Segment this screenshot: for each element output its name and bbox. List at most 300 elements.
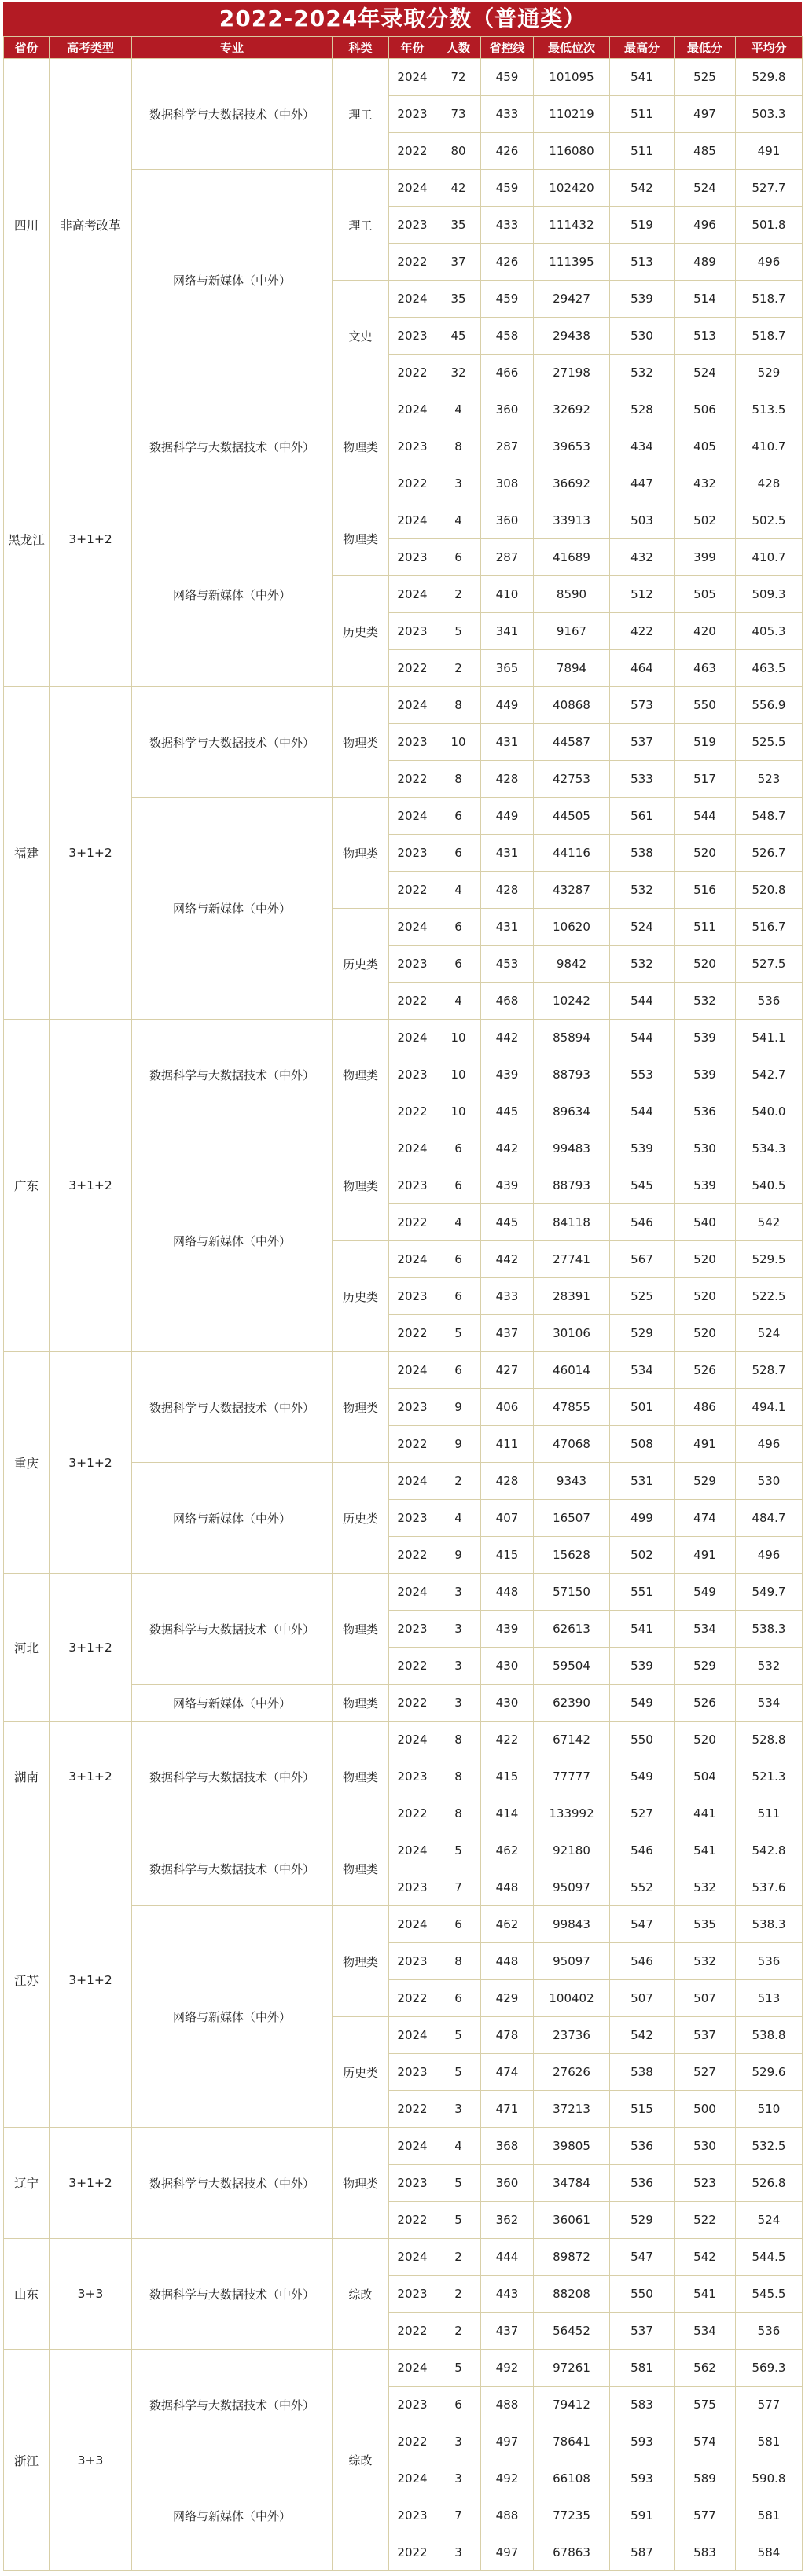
count-cell: 2 xyxy=(436,2313,481,2350)
exam-type-cell: 3+1+2 xyxy=(50,687,132,1020)
min-rank-cell: 57150 xyxy=(534,1574,610,1611)
min-score-cell: 520 xyxy=(675,1722,736,1758)
min-rank-cell: 36692 xyxy=(534,465,610,502)
count-cell: 2 xyxy=(436,2276,481,2313)
year-cell: 2022 xyxy=(389,1685,436,1722)
avg-score-cell: 484.7 xyxy=(736,1500,803,1537)
max-score-cell: 550 xyxy=(610,2276,675,2313)
count-cell: 3 xyxy=(436,1611,481,1648)
avg-score-cell: 410.7 xyxy=(736,428,803,465)
control-line-cell: 497 xyxy=(481,2534,534,2571)
header-min-rank: 最低位次 xyxy=(534,37,610,59)
count-cell: 5 xyxy=(436,2017,481,2054)
year-cell: 2022 xyxy=(389,465,436,502)
max-score-cell: 541 xyxy=(610,59,675,96)
min-score-cell: 511 xyxy=(675,909,736,946)
min-score-cell: 530 xyxy=(675,1130,736,1167)
min-score-cell: 534 xyxy=(675,2313,736,2350)
avg-score-cell: 534.3 xyxy=(736,1130,803,1167)
control-line-cell: 431 xyxy=(481,835,534,872)
avg-score-cell: 536 xyxy=(736,983,803,1020)
avg-score-cell: 524 xyxy=(736,2202,803,2239)
min-rank-cell: 67863 xyxy=(534,2534,610,2571)
exam-type-cell: 3+1+2 xyxy=(50,2128,132,2239)
major-cell: 数据科学与大数据技术（中外） xyxy=(132,687,333,798)
count-cell: 3 xyxy=(436,2460,481,2497)
year-cell: 2022 xyxy=(389,1648,436,1685)
year-cell: 2022 xyxy=(389,244,436,281)
max-score-cell: 553 xyxy=(610,1056,675,1093)
min-rank-cell: 39653 xyxy=(534,428,610,465)
min-score-cell: 534 xyxy=(675,1611,736,1648)
year-cell: 2022 xyxy=(389,1204,436,1241)
year-cell: 2023 xyxy=(389,207,436,244)
category-cell: 历史类 xyxy=(333,2017,389,2128)
min-rank-cell: 62390 xyxy=(534,1685,610,1722)
avg-score-cell: 526.7 xyxy=(736,835,803,872)
min-rank-cell: 44587 xyxy=(534,724,610,761)
min-rank-cell: 29438 xyxy=(534,318,610,355)
control-line-cell: 428 xyxy=(481,1463,534,1500)
max-score-cell: 434 xyxy=(610,428,675,465)
year-cell: 2023 xyxy=(389,1611,436,1648)
count-cell: 5 xyxy=(436,1315,481,1352)
avg-score-cell: 511 xyxy=(736,1795,803,1832)
year-cell: 2024 xyxy=(389,2239,436,2276)
min-rank-cell: 111432 xyxy=(534,207,610,244)
min-rank-cell: 133992 xyxy=(534,1795,610,1832)
control-line-cell: 428 xyxy=(481,761,534,798)
max-score-cell: 525 xyxy=(610,1278,675,1315)
count-cell: 35 xyxy=(436,207,481,244)
major-cell: 数据科学与大数据技术（中外） xyxy=(132,2128,333,2239)
year-cell: 2023 xyxy=(389,1167,436,1204)
control-line-cell: 415 xyxy=(481,1758,534,1795)
count-cell: 6 xyxy=(436,946,481,983)
min-rank-cell: 9167 xyxy=(534,613,610,650)
page-title: 2022-2024年录取分数（普通类） xyxy=(3,2,802,36)
avg-score-cell: 496 xyxy=(736,1426,803,1463)
count-cell: 3 xyxy=(436,2091,481,2128)
max-score-cell: 532 xyxy=(610,355,675,391)
count-cell: 10 xyxy=(436,724,481,761)
year-cell: 2024 xyxy=(389,59,436,96)
min-score-cell: 520 xyxy=(675,1241,736,1278)
table-row xyxy=(4,1020,803,1056)
control-line-cell: 410 xyxy=(481,576,534,613)
min-score-cell: 502 xyxy=(675,502,736,539)
category-cell: 理工 xyxy=(333,170,389,281)
year-cell: 2022 xyxy=(389,1537,436,1574)
min-score-cell: 517 xyxy=(675,761,736,798)
min-rank-cell: 85894 xyxy=(534,1020,610,1056)
control-line-cell: 433 xyxy=(481,1278,534,1315)
control-line-cell: 444 xyxy=(481,2239,534,2276)
category-cell: 物理类 xyxy=(333,1832,389,1906)
control-line-cell: 427 xyxy=(481,1352,534,1389)
table-row xyxy=(4,2239,803,2276)
year-cell: 2023 xyxy=(389,539,436,576)
year-cell: 2023 xyxy=(389,2054,436,2091)
max-score-cell: 533 xyxy=(610,761,675,798)
max-score-cell: 549 xyxy=(610,1758,675,1795)
control-line-cell: 453 xyxy=(481,946,534,983)
count-cell: 5 xyxy=(436,2054,481,2091)
min-score-cell: 505 xyxy=(675,576,736,613)
count-cell: 3 xyxy=(436,2423,481,2460)
province-cell: 辽宁 xyxy=(4,2128,50,2239)
min-rank-cell: 88793 xyxy=(534,1056,610,1093)
control-line-cell: 439 xyxy=(481,1611,534,1648)
major-cell: 网络与新媒体（中外） xyxy=(132,1463,333,1574)
avg-score-cell: 542.8 xyxy=(736,1832,803,1869)
year-cell: 2024 xyxy=(389,1906,436,1943)
category-cell: 物理类 xyxy=(333,1685,389,1722)
category-cell: 物理类 xyxy=(333,1574,389,1685)
count-cell: 72 xyxy=(436,59,481,96)
year-cell: 2024 xyxy=(389,1722,436,1758)
min-rank-cell: 33913 xyxy=(534,502,610,539)
year-cell: 2022 xyxy=(389,872,436,909)
min-score-cell: 516 xyxy=(675,872,736,909)
min-rank-cell: 9343 xyxy=(534,1463,610,1500)
count-cell: 8 xyxy=(436,687,481,724)
avg-score-cell: 494.1 xyxy=(736,1389,803,1426)
max-score-cell: 552 xyxy=(610,1869,675,1906)
max-score-cell: 583 xyxy=(610,2387,675,2423)
province-cell: 湖南 xyxy=(4,1722,50,1832)
control-line-cell: 448 xyxy=(481,1869,534,1906)
min-rank-cell: 27626 xyxy=(534,2054,610,2091)
major-cell: 数据科学与大数据技术（中外） xyxy=(132,1020,333,1130)
year-cell: 2024 xyxy=(389,502,436,539)
control-line-cell: 474 xyxy=(481,2054,534,2091)
table-row xyxy=(4,391,803,428)
max-score-cell: 527 xyxy=(610,1795,675,1832)
count-cell: 6 xyxy=(436,1278,481,1315)
year-cell: 2023 xyxy=(389,2387,436,2423)
major-cell: 数据科学与大数据技术（中外） xyxy=(132,391,333,502)
min-score-cell: 491 xyxy=(675,1426,736,1463)
major-cell: 网络与新媒体（中外） xyxy=(132,2460,333,2571)
control-line-cell: 445 xyxy=(481,1204,534,1241)
min-rank-cell: 78641 xyxy=(534,2423,610,2460)
avg-score-cell: 527.5 xyxy=(736,946,803,983)
max-score-cell: 544 xyxy=(610,1093,675,1130)
min-score-cell: 523 xyxy=(675,2165,736,2202)
count-cell: 6 xyxy=(436,1130,481,1167)
count-cell: 8 xyxy=(436,428,481,465)
control-line-cell: 430 xyxy=(481,1685,534,1722)
min-rank-cell: 23736 xyxy=(534,2017,610,2054)
max-score-cell: 567 xyxy=(610,1241,675,1278)
year-cell: 2022 xyxy=(389,2091,436,2128)
avg-score-cell: 428 xyxy=(736,465,803,502)
control-line-cell: 428 xyxy=(481,872,534,909)
max-score-cell: 529 xyxy=(610,1315,675,1352)
min-score-cell: 539 xyxy=(675,1167,736,1204)
min-score-cell: 432 xyxy=(675,465,736,502)
min-rank-cell: 27741 xyxy=(534,1241,610,1278)
min-rank-cell: 34784 xyxy=(534,2165,610,2202)
control-line-cell: 445 xyxy=(481,1093,534,1130)
min-score-cell: 550 xyxy=(675,687,736,724)
count-cell: 9 xyxy=(436,1389,481,1426)
min-rank-cell: 44505 xyxy=(534,798,610,835)
control-line-cell: 488 xyxy=(481,2497,534,2534)
min-score-cell: 506 xyxy=(675,391,736,428)
min-rank-cell: 89872 xyxy=(534,2239,610,2276)
year-cell: 2023 xyxy=(389,428,436,465)
count-cell: 6 xyxy=(436,835,481,872)
count-cell: 3 xyxy=(436,1648,481,1685)
control-line-cell: 411 xyxy=(481,1426,534,1463)
year-cell: 2022 xyxy=(389,2534,436,2571)
min-rank-cell: 88793 xyxy=(534,1167,610,1204)
min-score-cell: 520 xyxy=(675,1278,736,1315)
min-score-cell: 496 xyxy=(675,207,736,244)
avg-score-cell: 537.6 xyxy=(736,1869,803,1906)
control-line-cell: 415 xyxy=(481,1537,534,1574)
min-score-cell: 549 xyxy=(675,1574,736,1611)
year-cell: 2024 xyxy=(389,2350,436,2387)
min-score-cell: 583 xyxy=(675,2534,736,2571)
min-score-cell: 535 xyxy=(675,1906,736,1943)
count-cell: 3 xyxy=(436,465,481,502)
min-score-cell: 441 xyxy=(675,1795,736,1832)
year-cell: 2022 xyxy=(389,983,436,1020)
province-cell: 江苏 xyxy=(4,1832,50,2128)
min-score-cell: 530 xyxy=(675,2128,736,2165)
category-cell: 物理类 xyxy=(333,687,389,798)
avg-score-cell: 502.5 xyxy=(736,502,803,539)
control-line-cell: 468 xyxy=(481,983,534,1020)
control-line-cell: 442 xyxy=(481,1020,534,1056)
major-cell: 数据科学与大数据技术（中外） xyxy=(132,1722,333,1832)
category-cell: 理工 xyxy=(333,59,389,170)
avg-score-cell: 522.5 xyxy=(736,1278,803,1315)
exam-type-cell: 3+1+2 xyxy=(50,1352,132,1574)
avg-score-cell: 513.5 xyxy=(736,391,803,428)
min-rank-cell: 77777 xyxy=(534,1758,610,1795)
min-rank-cell: 116080 xyxy=(534,133,610,170)
max-score-cell: 551 xyxy=(610,1574,675,1611)
min-score-cell: 489 xyxy=(675,244,736,281)
count-cell: 6 xyxy=(436,1906,481,1943)
header-count: 人数 xyxy=(436,37,481,59)
exam-type-cell: 3+1+2 xyxy=(50,1832,132,2128)
count-cell: 6 xyxy=(436,1167,481,1204)
max-score-cell: 538 xyxy=(610,2054,675,2091)
year-cell: 2024 xyxy=(389,1352,436,1389)
year-cell: 2024 xyxy=(389,1463,436,1500)
header-max-score: 最高分 xyxy=(610,37,675,59)
min-score-cell: 500 xyxy=(675,2091,736,2128)
min-rank-cell: 95097 xyxy=(534,1869,610,1906)
min-score-cell: 527 xyxy=(675,2054,736,2091)
count-cell: 3 xyxy=(436,1574,481,1611)
count-cell: 8 xyxy=(436,1758,481,1795)
year-cell: 2023 xyxy=(389,2497,436,2534)
min-rank-cell: 66108 xyxy=(534,2460,610,2497)
avg-score-cell: 510 xyxy=(736,2091,803,2128)
control-line-cell: 459 xyxy=(481,59,534,96)
max-score-cell: 464 xyxy=(610,650,675,687)
avg-score-cell: 410.7 xyxy=(736,539,803,576)
avg-score-cell: 541.1 xyxy=(736,1020,803,1056)
min-rank-cell: 9842 xyxy=(534,946,610,983)
min-score-cell: 529 xyxy=(675,1463,736,1500)
avg-score-cell: 526.8 xyxy=(736,2165,803,2202)
min-score-cell: 514 xyxy=(675,281,736,318)
max-score-cell: 546 xyxy=(610,1832,675,1869)
count-cell: 2 xyxy=(436,1463,481,1500)
avg-score-cell: 513 xyxy=(736,1980,803,2017)
min-score-cell: 520 xyxy=(675,946,736,983)
min-score-cell: 577 xyxy=(675,2497,736,2534)
max-score-cell: 524 xyxy=(610,909,675,946)
major-cell: 网络与新媒体（中外） xyxy=(132,170,333,391)
year-cell: 2022 xyxy=(389,1795,436,1832)
control-line-cell: 426 xyxy=(481,244,534,281)
year-cell: 2024 xyxy=(389,2460,436,2497)
avg-score-cell: 518.7 xyxy=(736,281,803,318)
count-cell: 6 xyxy=(436,1980,481,2017)
category-cell: 综改 xyxy=(333,2350,389,2571)
min-rank-cell: 32692 xyxy=(534,391,610,428)
min-rank-cell: 99483 xyxy=(534,1130,610,1167)
min-score-cell: 532 xyxy=(675,983,736,1020)
min-rank-cell: 97261 xyxy=(534,2350,610,2387)
count-cell: 37 xyxy=(436,244,481,281)
min-rank-cell: 16507 xyxy=(534,1500,610,1537)
max-score-cell: 528 xyxy=(610,391,675,428)
count-cell: 10 xyxy=(436,1093,481,1130)
province-cell: 广东 xyxy=(4,1020,50,1352)
year-cell: 2023 xyxy=(389,2276,436,2313)
max-score-cell: 501 xyxy=(610,1389,675,1426)
avg-score-cell: 569.3 xyxy=(736,2350,803,2387)
table-row xyxy=(4,59,803,96)
table-row xyxy=(4,2128,803,2165)
count-cell: 6 xyxy=(436,539,481,576)
min-rank-cell: 110219 xyxy=(534,96,610,133)
max-score-cell: 544 xyxy=(610,1020,675,1056)
min-score-cell: 520 xyxy=(675,1315,736,1352)
avg-score-cell: 496 xyxy=(736,244,803,281)
max-score-cell: 561 xyxy=(610,798,675,835)
province-cell: 山东 xyxy=(4,2239,50,2350)
control-line-cell: 466 xyxy=(481,355,534,391)
avg-score-cell: 536 xyxy=(736,1943,803,1980)
min-score-cell: 575 xyxy=(675,2387,736,2423)
max-score-cell: 508 xyxy=(610,1426,675,1463)
min-rank-cell: 102420 xyxy=(534,170,610,207)
exam-type-cell: 非高考改革 xyxy=(50,59,132,391)
min-score-cell: 513 xyxy=(675,318,736,355)
year-cell: 2022 xyxy=(389,133,436,170)
avg-score-cell: 577 xyxy=(736,2387,803,2423)
count-cell: 4 xyxy=(436,1204,481,1241)
count-cell: 4 xyxy=(436,391,481,428)
avg-score-cell: 532 xyxy=(736,1648,803,1685)
min-rank-cell: 36061 xyxy=(534,2202,610,2239)
year-cell: 2022 xyxy=(389,1315,436,1352)
year-cell: 2024 xyxy=(389,170,436,207)
avg-score-cell: 581 xyxy=(736,2423,803,2460)
max-score-cell: 593 xyxy=(610,2460,675,2497)
max-score-cell: 538 xyxy=(610,835,675,872)
major-cell: 网络与新媒体（中外） xyxy=(132,798,333,1020)
category-cell: 物理类 xyxy=(333,391,389,502)
count-cell: 6 xyxy=(436,909,481,946)
year-cell: 2024 xyxy=(389,1574,436,1611)
control-line-cell: 443 xyxy=(481,2276,534,2313)
count-cell: 4 xyxy=(436,502,481,539)
control-line-cell: 462 xyxy=(481,1832,534,1869)
min-score-cell: 504 xyxy=(675,1758,736,1795)
year-cell: 2024 xyxy=(389,281,436,318)
exam-type-cell: 3+1+2 xyxy=(50,1020,132,1352)
category-cell: 历史类 xyxy=(333,1463,389,1574)
max-score-cell: 539 xyxy=(610,1648,675,1685)
min-rank-cell: 62613 xyxy=(534,1611,610,1648)
avg-score-cell: 544.5 xyxy=(736,2239,803,2276)
min-score-cell: 474 xyxy=(675,1500,736,1537)
min-score-cell: 541 xyxy=(675,2276,736,2313)
table-row xyxy=(4,1352,803,1389)
avg-score-cell: 590.8 xyxy=(736,2460,803,2497)
province-cell: 福建 xyxy=(4,687,50,1020)
year-cell: 2024 xyxy=(389,1832,436,1869)
year-cell: 2023 xyxy=(389,1869,436,1906)
major-cell: 数据科学与大数据技术（中外） xyxy=(132,1574,333,1685)
year-cell: 2024 xyxy=(389,1020,436,1056)
count-cell: 8 xyxy=(436,1722,481,1758)
avg-score-cell: 523 xyxy=(736,761,803,798)
count-cell: 80 xyxy=(436,133,481,170)
max-score-cell: 549 xyxy=(610,1685,675,1722)
min-rank-cell: 47068 xyxy=(534,1426,610,1463)
max-score-cell: 513 xyxy=(610,244,675,281)
min-score-cell: 540 xyxy=(675,1204,736,1241)
major-cell: 数据科学与大数据技术（中外） xyxy=(132,1832,333,1906)
max-score-cell: 512 xyxy=(610,576,675,613)
year-cell: 2022 xyxy=(389,1980,436,2017)
major-cell: 数据科学与大数据技术（中外） xyxy=(132,1352,333,1463)
year-cell: 2023 xyxy=(389,2165,436,2202)
avg-score-cell: 556.9 xyxy=(736,687,803,724)
major-cell: 网络与新媒体（中外） xyxy=(132,1130,333,1352)
min-score-cell: 507 xyxy=(675,1980,736,2017)
min-score-cell: 405 xyxy=(675,428,736,465)
min-score-cell: 485 xyxy=(675,133,736,170)
year-cell: 2023 xyxy=(389,1758,436,1795)
count-cell: 6 xyxy=(436,1352,481,1389)
avg-score-cell: 521.3 xyxy=(736,1758,803,1795)
min-score-cell: 539 xyxy=(675,1020,736,1056)
max-score-cell: 507 xyxy=(610,1980,675,2017)
max-score-cell: 546 xyxy=(610,1204,675,1241)
table-row xyxy=(4,1574,803,1611)
min-rank-cell: 88208 xyxy=(534,2276,610,2313)
avg-score-cell: 540.0 xyxy=(736,1093,803,1130)
control-line-cell: 458 xyxy=(481,318,534,355)
min-rank-cell: 8590 xyxy=(534,576,610,613)
max-score-cell: 537 xyxy=(610,2313,675,2350)
year-cell: 2022 xyxy=(389,761,436,798)
max-score-cell: 530 xyxy=(610,318,675,355)
